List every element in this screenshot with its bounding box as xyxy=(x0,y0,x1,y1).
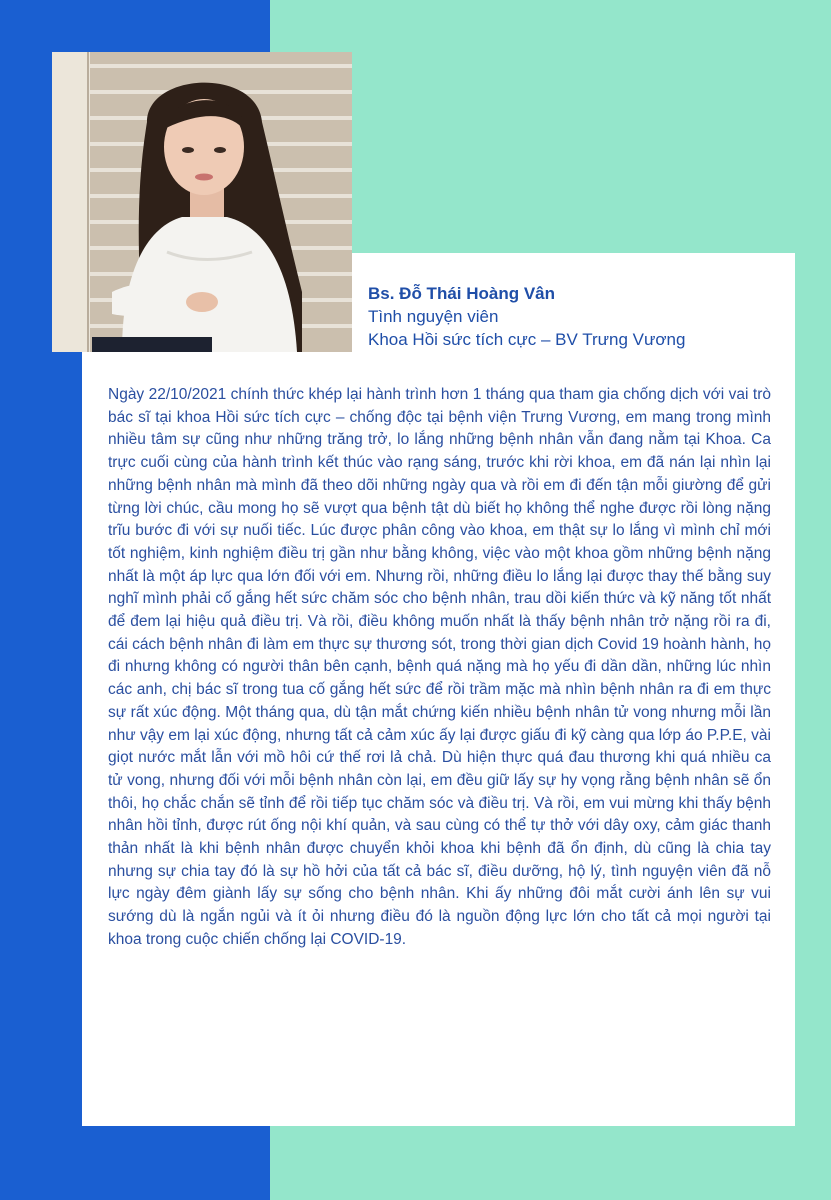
author-department: Khoa Hồi sức tích cực – BV Trưng Vương xyxy=(368,330,686,349)
author-portrait xyxy=(52,52,352,352)
article-body: Ngày 22/10/2021 chính thức khép lại hành trình hơn 1 tháng qua tham gia chống dịch với vai trò bác sĩ tại khoa Hồi sức tích cực – chống độc tại bệnh viện Trưng Vương, em mang trong mình nhiều tâm sự cũng như những trăng trở, lo lắng những bệnh nhân vẫn đang nằm tại Khoa. Ca trực cuối cùng của hành trình kết thúc vào rạng sáng, trước khi rời khoa, em đã nán lại nhìn lại những bệnh nhân mà mình đã theo dõi những ngày qua và rồi em đi đến tận mỗi giường để gửi từng lời chúc, cầu mong họ sẽ vượt qua bệnh tật dù biết họ không thể nghe được rồi lòng nặng trĩu bước đi với sự nuối tiếc. Lúc được phân công vào khoa, em thật sự lo lắng vì mình chỉ mới tốt nghiệm, kinh nghiệm điều trị gần như bằng không, việc vào một khoa gồm những bệnh nặng nhất là một áp lực qua lớn đối với em. Nhưng rồi, những điều lo lắng lại được thay thế bằng suy nghĩ mình phải cố gắng hết sức chăm sóc cho bệnh nhân, trau dồi kiến thức và kỹ năng tốt nhất để đem lại hiệu quả điều trị. Và rồi, điều không muốn nhất là thấy bệnh nhân trở nặng rồi ra đi, cái cách bệnh nhân đi làm em thực sự thương sót, trong thời gian dịch Covid 19 hoành hành, họ đi nhưng không có người thân bên cạnh, bệnh quá nặng mà họ yếu đi dần dần, những lúc nhìn các anh, chị bác sĩ trong tua cố gắng hết sức để rồi trầm mặc mà nhìn bệnh nhân ra đi em thực sự rất xúc động. Một tháng qua, dù tận mắt chứng kiến nhiều bệnh nhân tử vong nhưng mỗi lần như vậy em lại xúc động, nhưng tất cả cảm xúc ấy lại được giấu đi kỹ càng qua lớp áo P.P.E, vài giọt nước mắt lẫn với mồ hôi cứ thế rơi lả chả. Dù hiện thực quá đau thương khi quá nhiều ca tử vong, nhưng đối với mỗi bệnh nhân còn lại, em đều giữ lấy sự hy vọng rằng bệnh nhân sẽ ổn thôi, họ chắc chắn sẽ tỉnh để rồi tiếp tục chăm sóc và điều trị. Và rồi, em vui mừng khi thấy bệnh nhân hồi tỉnh, được rút ống nội khí quản, và sau cùng có thể tự thở với dây oxy, cảm giác thanh thản nhất là khi bệnh nhân được chuyển khỏi khoa khi bệnh đã ổn định, dù cũng là chia tay nhưng sự chia tay đó là sự hồ hởi của tất cả bác sĩ, điều dưỡng, hộ lý, tình nguyện viên đã nỗ lực ngày đêm giành lấy sự sống cho bệnh nhân. Khi ấy những đôi mắt cười ánh lên sự vui sướng dù là ngắn ngủi và ít ỏi nhưng điều đó là nguồn động lực lớn cho tất cả mọi người tại khoa trong cuộc chiến chống lại COVID-19. xyxy=(108,386,771,948)
author-info xyxy=(368,282,788,351)
author-role: Tình nguyện viên xyxy=(368,307,499,326)
author-name: Bs. Đỗ Thái Hoàng Vân xyxy=(368,284,556,303)
